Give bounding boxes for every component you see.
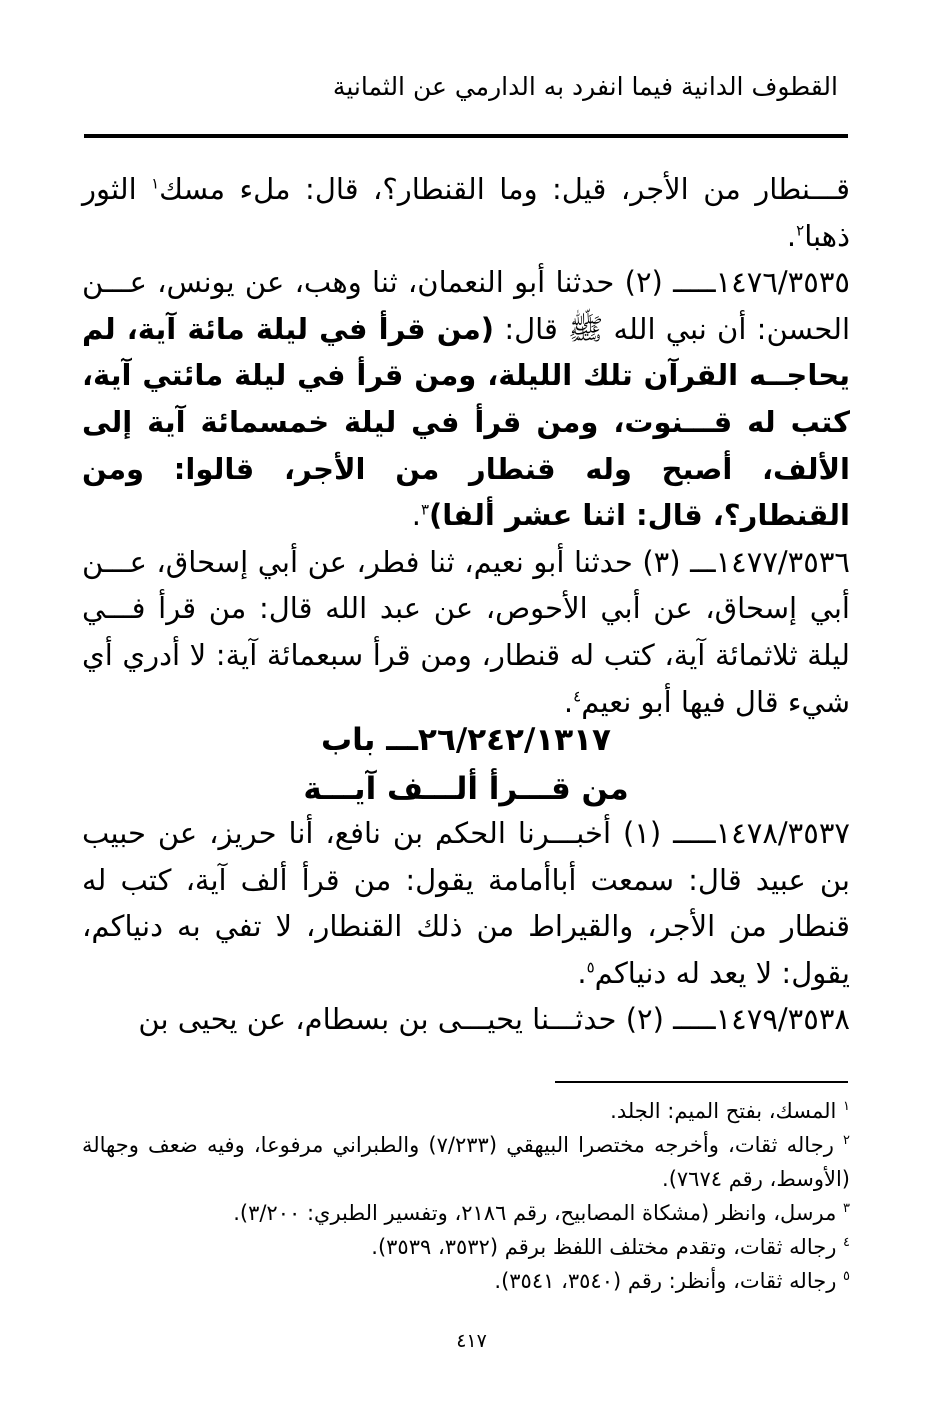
- footnote-text: رجاله ثقات، وأخرجه مختصرا البيهقي (٧/٢٣٣) والطبراني مرفوعا، وفيه ضعف وجهالة (الأوسط، رقم ٧٦٧٤).: [82, 1133, 850, 1191]
- hadith-3537: [82, 810, 850, 996]
- footnote-mark: ٢: [843, 1133, 851, 1148]
- header-rule: [84, 134, 848, 138]
- hadith-number: ١٤٧٨/٣٥٣٧ـــــ (١): [622, 816, 850, 850]
- footnote-rule: [555, 1081, 848, 1083]
- footnote-mark: ١: [843, 1099, 850, 1114]
- hadith-text: أخبـــرنا الحكم بن نافع، أنا حريز، عن حبيب بن عبيد قال: سمعت أباأمامة يقول: من قرأ ألف آية، كتب له قنطار من الأجر، والقيراط من ذلك القنطار، لا تفي به دنياكم، يقول: لا يعد له دنياكم: [82, 816, 850, 990]
- footnote-mark: ٤: [843, 1235, 850, 1250]
- hadith-number: ١٤٧٩/٣٥٣٨ـــــ (٢): [625, 1002, 850, 1037]
- footnote-ref: ٤: [573, 686, 582, 705]
- footnote-ref: ١: [151, 174, 160, 193]
- footnote-ref: ٥: [586, 958, 595, 977]
- hadith-number: ١٤٧٦/٣٥٣٥ـــــ (٢): [624, 265, 850, 300]
- hadith-matn: (من قرأ في ليلة مائة آية، لم يحاجــه القرآن تلك الليلة، ومن قرأ في ليلة مائتي آية، كتب له قـــنوت، ومن قرأ في ليلة خمسمائة آية إلى الألف، أصبح وله قنطار من الأجر، قالوا: ومن القنطار؟، قال: اثنا عشر ألفا): [82, 311, 850, 533]
- chapter-number-line: ٢٦/٢٤٢/١٣١٧ـــ باب: [321, 722, 611, 758]
- footnote-mark: ٣: [843, 1201, 850, 1216]
- footnote-text: رجاله ثقات، وتقدم مختلف اللفظ برقم (٣٥٣٢، ٣٥٣٩).: [371, 1235, 844, 1259]
- footnote: [82, 1230, 850, 1264]
- footnote: [82, 1094, 850, 1128]
- footnote-text: رجاله ثقات، وأنظر: رقم (٣٥٤٠، ٣٥٤١).: [494, 1269, 844, 1293]
- footnote-mark: ٥: [843, 1269, 850, 1284]
- main-text-continued: [82, 810, 850, 1043]
- footnote: [82, 1264, 850, 1298]
- page-number: ٤١٧: [456, 1330, 487, 1352]
- hadith-3535: [82, 259, 850, 539]
- hadith-3538: [82, 996, 850, 1043]
- text-segment: .: [563, 684, 574, 719]
- text-segment: الثور ذهبا: [82, 172, 850, 253]
- footnote-ref: ٣: [420, 500, 429, 519]
- footnote-ref: ٢: [796, 220, 805, 239]
- hadith-3536: [82, 539, 850, 725]
- running-header-title: القطوف الدانية فيما انفرد به الدارمي عن الثمانية: [332, 72, 838, 101]
- text-segment: .: [786, 218, 797, 253]
- chapter-title-line: من قـــرأ ألـــف آيـــة: [303, 771, 629, 807]
- chapter-heading: [82, 716, 850, 814]
- text-segment: قـــنطار من الأجر، قيل: وما القنطار؟، قال: ملء مسك: [159, 172, 850, 206]
- hadith-number: ١٤٧٧/٣٥٣٦ـــ (٣): [642, 544, 850, 579]
- footnote: [82, 1128, 850, 1196]
- hadith-isnad: حدثنا أبو النعمان، ثنا وهب، عن يونس، عـــن الحسن: أن نبي الله ﷺ قال:: [82, 265, 850, 346]
- footnote-text: المسك، بفتح الميم: الجلد.: [610, 1099, 844, 1123]
- footnote: [82, 1196, 850, 1230]
- hadith-text: حدثـــنا يحيـــى بن بسطام، عن يحيى بن: [138, 1002, 626, 1037]
- text-segment: .: [411, 498, 421, 533]
- main-text: [82, 166, 850, 725]
- footnote-text: مرسل، وانظر (مشكاة المصابيح، رقم ٢١٨٦، وتفسير الطبري: ٣/٢٠٠).: [233, 1201, 844, 1225]
- hadith-3534-continuation: [82, 166, 850, 259]
- text-segment: .: [577, 955, 587, 990]
- footnotes: [82, 1094, 850, 1298]
- hadith-text: حدثنا أبو نعيم، ثنا فطر، عن أبي إسحاق، عـــن أبي إسحاق، عن أبي الأحوص، عن عبد الله قال: من قرأ فـــي ليلة ثلاثمائة آية، كتب له قنطار، ومن قرأ سبعمائة آية: لا أدري أي شيء قال فيها أبو نعيم: [82, 544, 850, 719]
